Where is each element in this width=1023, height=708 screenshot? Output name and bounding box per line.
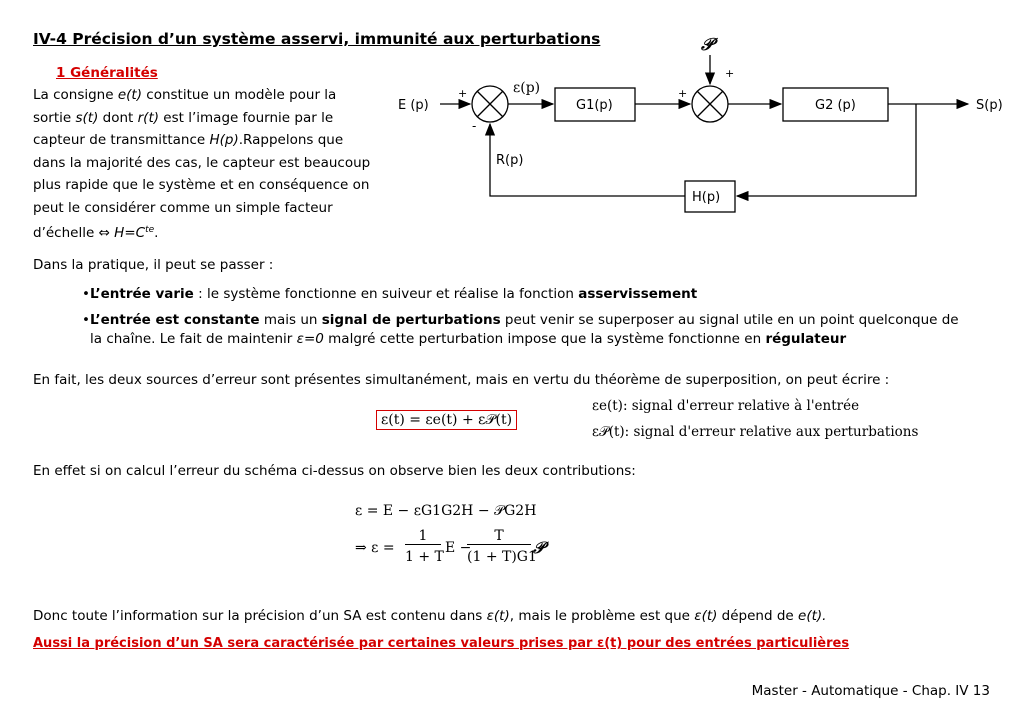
bullet-1: •L’entrée varie : le système fonctionne en suiveur et réalise la fonction asservissement xyxy=(82,286,698,302)
intro-line-1: La consigne e(t) constitue un modèle pour la xyxy=(33,87,337,103)
red-conclusion: Aussi la précision d’un SA sera caractérisée par certaines valeurs prises par ε(t) pour des entrées particulières xyxy=(33,636,850,651)
plus-sign-2: + xyxy=(678,87,688,100)
superposition-text: En fait, les deux sources d’erreur sont présentes simultanément, mais en vertu du théorème de superposition, on peut écrire : xyxy=(33,372,890,388)
h-label: H(p) xyxy=(692,190,721,205)
conclusion-text: Donc toute l’information sur la précision d’un SA est contenu dans ε(t), mais le problème est que ε(t) dépend de e(t). xyxy=(33,608,827,624)
section-heading: 1 Généralités xyxy=(56,65,158,81)
bullet-dot: • xyxy=(82,286,90,302)
g2-label: G2 (p) xyxy=(815,98,856,113)
intro-line-2: sortie s(t) dont r(t) est l’image fournie par le xyxy=(33,109,334,126)
error-label: ε(p) xyxy=(513,80,541,96)
summing-junction-1 xyxy=(472,86,508,122)
feedback-signal-label: R(p) xyxy=(496,153,524,168)
contribution-text: En effet si on calcul l’erreur du schéma ci-dessus on observe bien les deux contributions: xyxy=(33,463,636,479)
bullet-2: •L’entrée est constante mais un signal de perturbations peut venir se superposer au signal utile en un point quelconque de la chaîne. Le fait de maintenir ε=0 malgré cette perturbation impose que la système fonctionne en régulateur xyxy=(82,312,959,347)
plus-sign-1: + xyxy=(458,87,468,100)
definition-input-error: εe(t): signal d'erreur relative à l'entrée xyxy=(592,398,860,414)
output-label: S(p) xyxy=(976,98,1003,113)
perturbation-label: 𝒫 xyxy=(701,35,714,55)
input-label: E (p) xyxy=(398,98,429,113)
g1-label: G1(p) xyxy=(576,98,613,113)
intro-line-5: plus rapide que le système et en conséquence on xyxy=(33,177,370,193)
plus-sign-3: + xyxy=(725,67,735,80)
intro-line-6: peut le considérer comme un simple facteur xyxy=(33,199,333,216)
bullet-dot: • xyxy=(82,312,90,328)
error-equation-2: ⇒ ε = 1 1 + T E − T (1 + T)G1 𝒫 xyxy=(355,528,545,565)
error-equation-1: ε = E − εG1G2H − 𝒫G2H xyxy=(355,503,537,519)
minus-sign: - xyxy=(472,119,477,133)
intro-line-3: capteur de transmittance H(p).Rappelons que xyxy=(33,132,344,148)
definition-perturbation-error: ε𝒫(t): signal d'erreur relative aux perturbations xyxy=(592,424,919,440)
page-title: IV-4 Précision d’un système asservi, immunité aux perturbations xyxy=(33,30,601,48)
practice-intro: Dans la pratique, il peut se passer : xyxy=(33,257,274,273)
intro-line-4: dans la majorité des cas, le capteur est beaucoup xyxy=(33,154,371,171)
main-equation: ε(t) = εe(t) + ε𝒫(t) xyxy=(376,410,517,430)
intro-line-7: d’échelle ⇔ $H=C^{te}$. xyxy=(33,225,159,241)
footer: Master - Automatique - Chap. IV 13 xyxy=(751,683,990,699)
summing-junction-2 xyxy=(692,86,728,122)
